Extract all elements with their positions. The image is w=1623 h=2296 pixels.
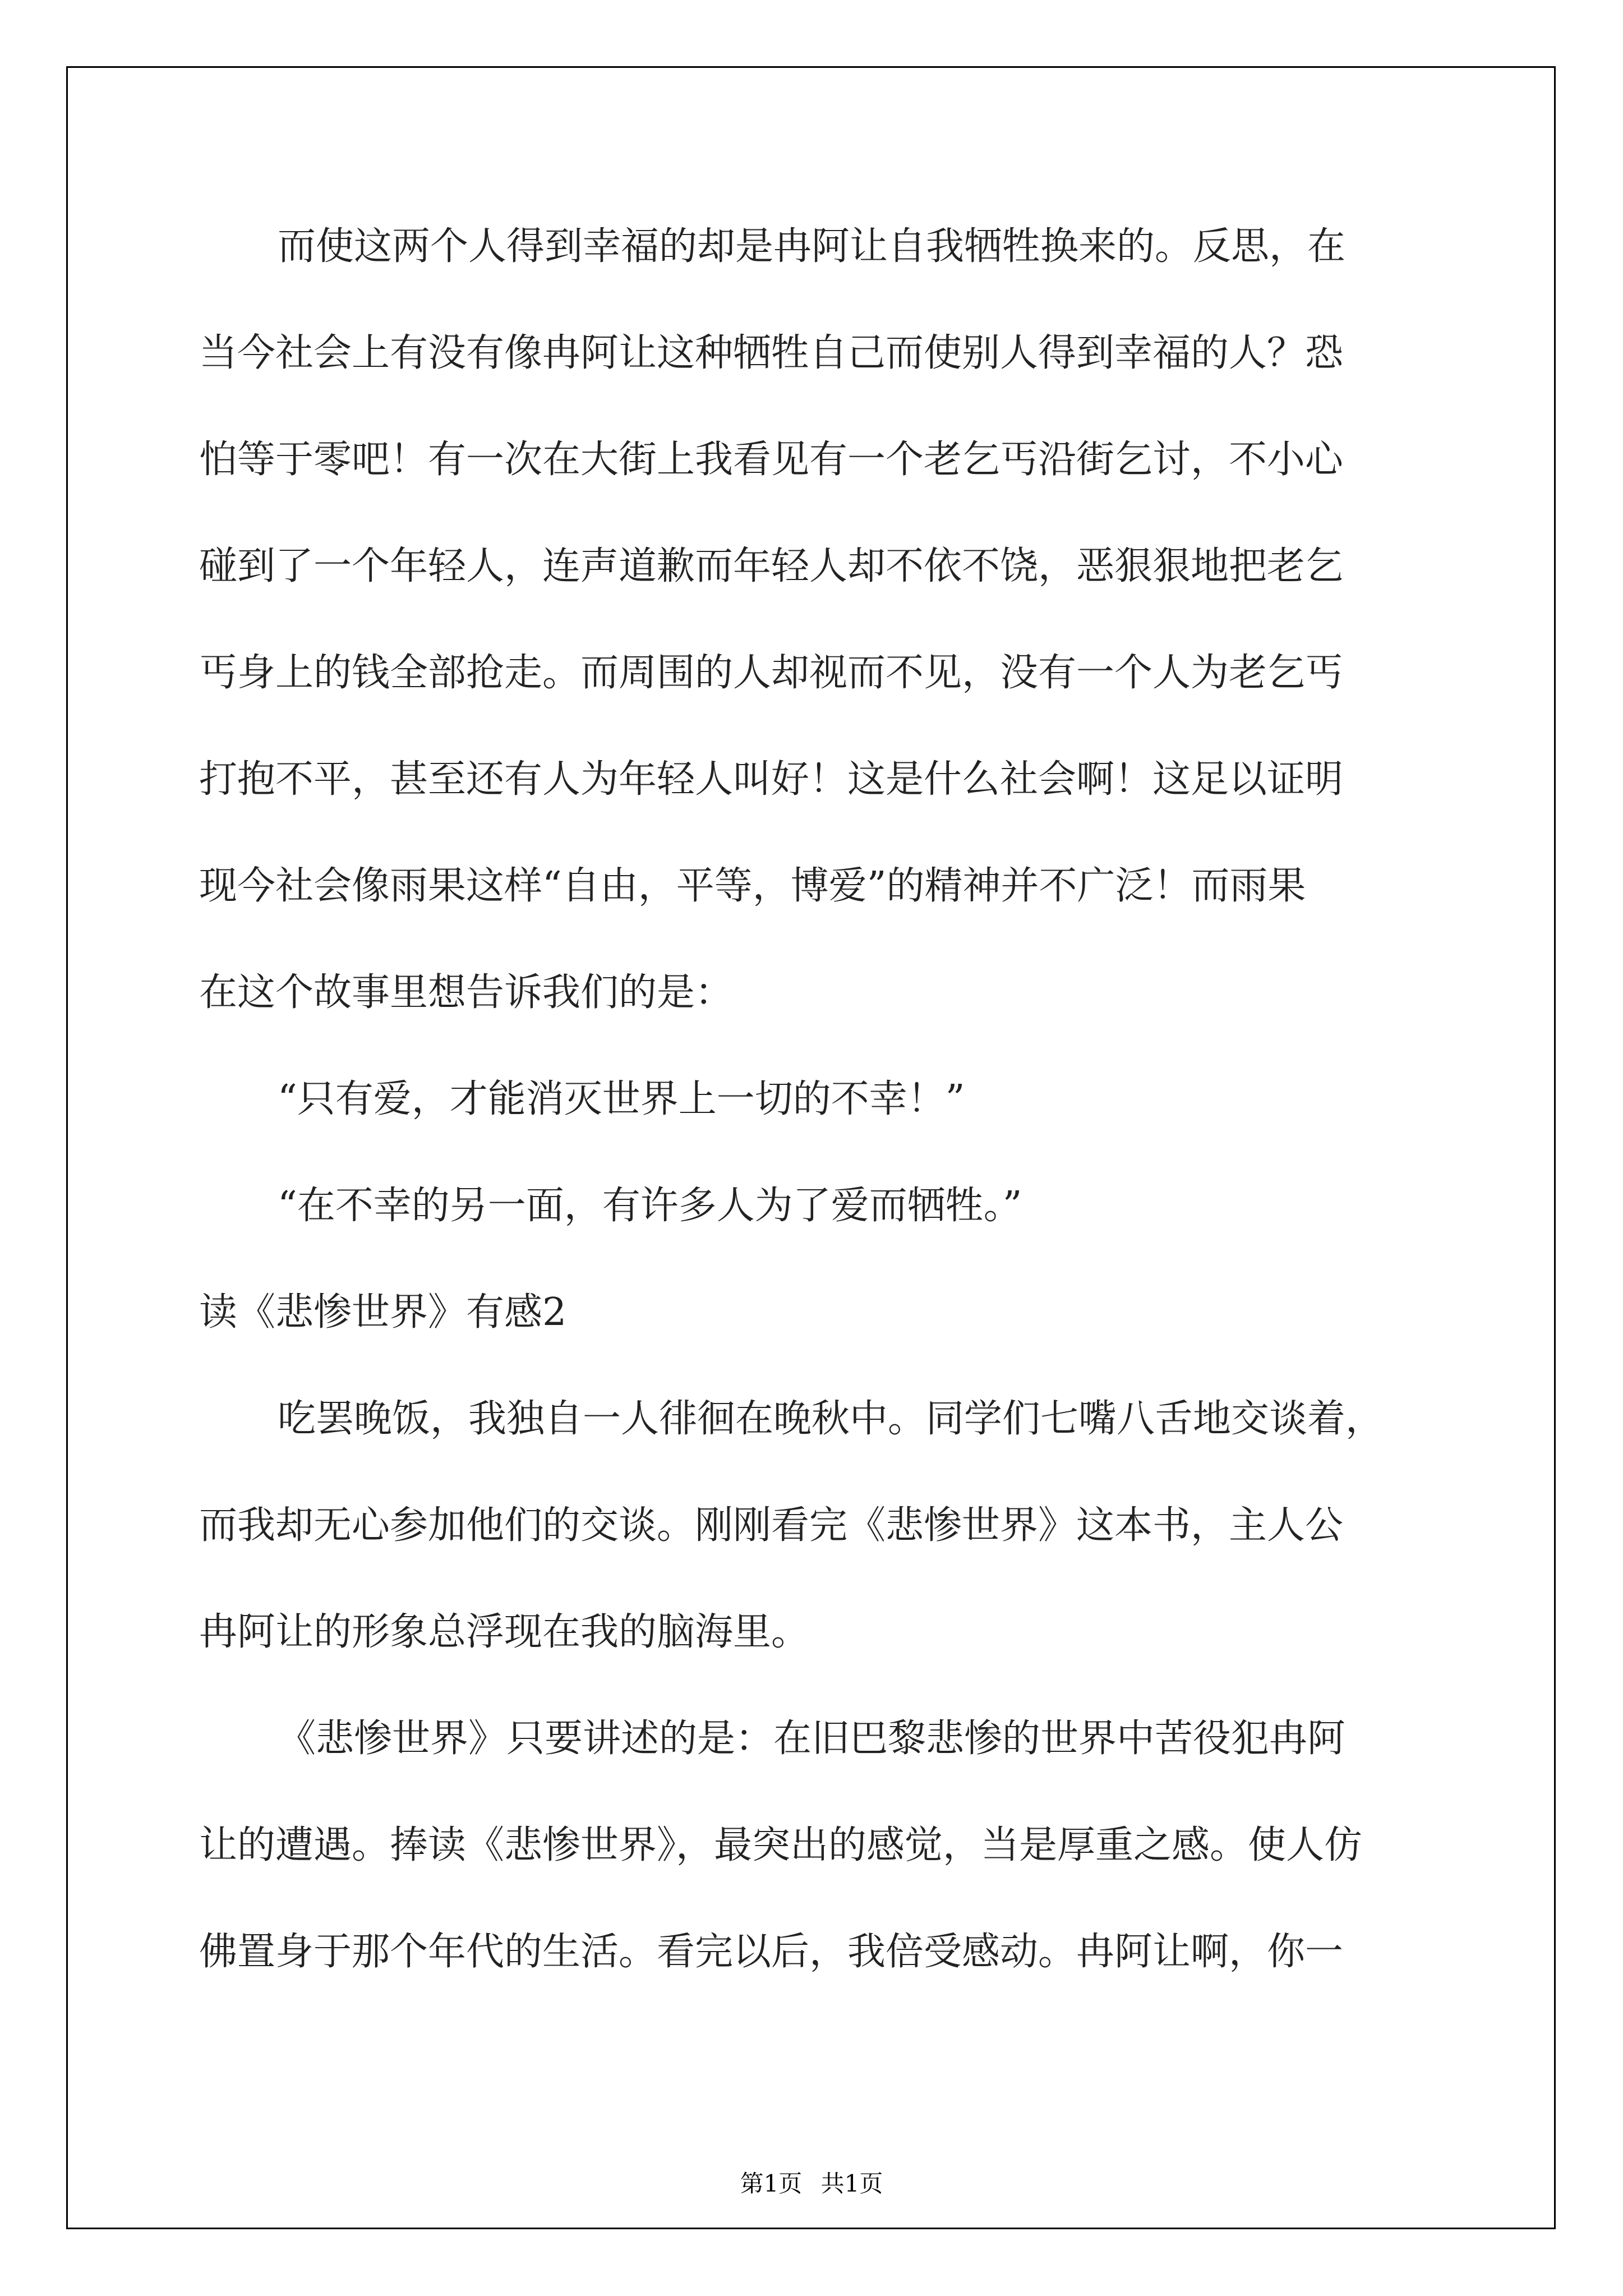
paragraph-line: 吃罢晚饭，我独自一人徘徊在晚秋中。同学们七嘴八舌地交谈着， <box>278 1397 1384 1441</box>
page-number: 第1页 <box>740 2170 803 2197</box>
paragraph-line: 碰到了一个年轻人，连声道歉而年轻人却不依不饶，恶狠狠地把老乞 <box>199 544 1344 588</box>
paragraph-line: 让的遭遇。捧读《悲惨世界》，最突出的感觉，当是厚重之感。使人仿 <box>199 1823 1363 1867</box>
paragraph-line: 佛置身于那个年代的生活。看完以后，我倍受感动。冉阿让啊，你一 <box>199 1930 1344 1974</box>
paragraph-line: 在这个故事里想告诉我们的是： <box>199 970 734 1015</box>
paragraph-line: 而使这两个人得到幸福的却是冉阿让自我牺牲换来的。反思，在 <box>278 224 1346 269</box>
paragraph-line: 打抱不平，甚至还有人为年轻人叫好！这是什么社会啊！这足以证明 <box>199 757 1344 802</box>
quote-line: “只有爱，才能消灭世界上一切的不幸！” <box>278 1077 965 1121</box>
paragraph-line: 而我却无心参加他们的交谈。刚刚看完《悲惨世界》这本书，主人公 <box>199 1503 1344 1548</box>
paragraph-line: 怕等于零吧！有一次在大街上我看见有一个老乞丐沿街乞讨，不小心 <box>199 438 1344 482</box>
paragraph-line: 当今社会上有没有像冉阿让这种牺牲自己而使别人得到幸福的人？恐 <box>199 331 1344 375</box>
paragraph-line: 冉阿让的形象总浮现在我的脑海里。 <box>199 1610 810 1654</box>
paragraph-line: 丐身上的钱全部抢走。而周围的人却视而不见，没有一个人为老乞丐 <box>199 651 1344 695</box>
paragraph-line: 《悲惨世界》只要讲述的是：在旧巴黎悲惨的世界中苦役犯冉阿 <box>278 1717 1346 1761</box>
section-heading: 读《悲惨世界》有感2 <box>199 1290 567 1335</box>
page-total: 共1页 <box>820 2170 883 2197</box>
page-footer <box>0 2165 1623 2199</box>
quote-line: “在不幸的另一面，有许多人为了爱而牺牲。” <box>278 1184 1022 1228</box>
document-body <box>199 219 1433 2031</box>
paragraph-line: 现今社会像雨果这样“自由，平等，博爱”的精神并不广泛！而雨果 <box>199 864 1306 908</box>
